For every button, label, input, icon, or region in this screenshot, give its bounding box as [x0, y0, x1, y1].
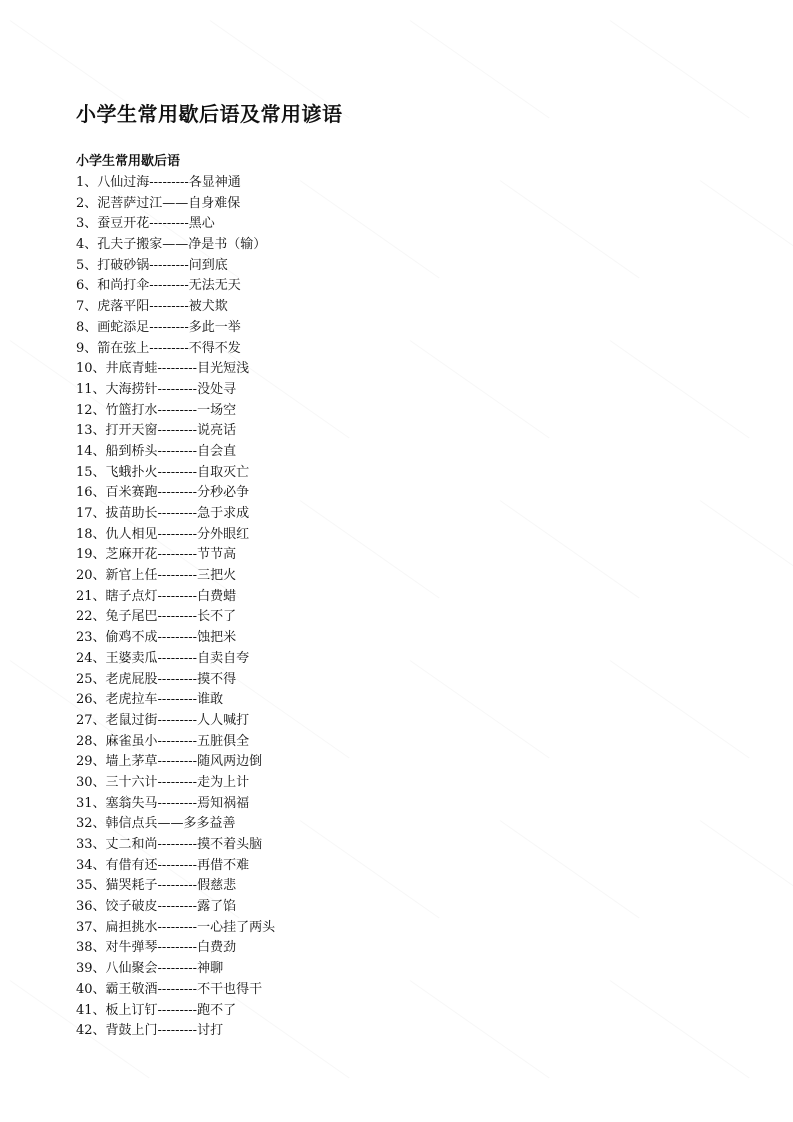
list-item: 19、芝麻开花---------节节高 — [76, 547, 237, 563]
list-item: 16、百米赛跑---------分秒必争 — [76, 485, 250, 501]
list-item: 27、老鼠过街---------人人喊打 — [76, 712, 250, 728]
section-title: 小学生常用歇后语 — [76, 154, 181, 169]
list-item: 17、拔苗助长---------急于求成 — [76, 506, 250, 521]
watermark-stroke — [410, 660, 550, 758]
list-item: 4、孔夫子搬家——净是书（输） — [76, 237, 267, 253]
watermark-stroke — [410, 980, 550, 1078]
page-title: 小学生常用歇后语及常用谚语 — [76, 102, 343, 126]
list-item: 2、泥菩萨过江——自身难保 — [76, 195, 241, 211]
list-item: 41、板上订钉---------跑不了 — [76, 1002, 237, 1018]
list-item: 42、背鼓上门---------讨打 — [76, 1023, 224, 1039]
list-item: 38、对牛弹琴---------白费劲 — [76, 940, 237, 956]
list-item: 22、兔子尾巴---------长不了 — [76, 609, 237, 625]
watermark-stroke — [500, 500, 640, 598]
list-item: 31、塞翁失马---------焉知祸福 — [76, 795, 250, 811]
list-item: 23、偷鸡不成---------蚀把米 — [76, 630, 237, 646]
list-item: 9、箭在弦上---------不得不发 — [76, 340, 241, 356]
watermark-stroke — [610, 20, 750, 118]
list-item: 15、飞蛾扑火---------自取灭亡 — [76, 464, 250, 480]
list-item: 25、老虎屁股---------摸不得 — [76, 671, 237, 687]
watermark-stroke — [610, 340, 750, 438]
list-item: 30、三十六计---------走为上计 — [76, 774, 250, 790]
watermark-stroke — [700, 180, 793, 278]
list-item: 40、霸王敬酒---------不干也得干 — [76, 981, 263, 997]
list-item: 5、打破砂锅---------问到底 — [76, 257, 228, 273]
list-item: 13、打开天窗---------说亮话 — [76, 423, 237, 439]
watermark-stroke — [300, 500, 440, 598]
list-item: 26、老虎拉车---------谁敢 — [76, 692, 224, 708]
list-item: 34、有借有还---------再借不难 — [76, 857, 250, 873]
list-item: 32、韩信点兵——多多益善 — [76, 816, 236, 832]
list-item: 35、猫哭耗子---------假慈悲 — [76, 878, 237, 894]
list-item: 11、大海捞针---------没处寻 — [76, 381, 237, 397]
watermark-stroke — [300, 820, 440, 918]
watermark-stroke — [410, 340, 550, 438]
list-item: 18、仇人相见---------分外眼红 — [76, 526, 250, 542]
list-item: 3、蚕豆开花---------黑心 — [76, 216, 215, 232]
list-item: 37、扁担挑水---------一心挂了两头 — [76, 919, 276, 935]
watermark-stroke — [500, 180, 640, 278]
watermark-stroke — [610, 980, 750, 1078]
list-item: 10、井底青蛙---------目光短浅 — [76, 361, 250, 377]
list-item: 29、墙上茅草---------随风两边倒 — [76, 754, 263, 770]
watermark-stroke — [500, 820, 640, 918]
list-item: 8、画蛇添足---------多此一举 — [76, 319, 241, 335]
watermark-stroke — [410, 20, 550, 118]
list-item: 6、和尚打伞---------无法无天 — [76, 278, 241, 294]
list-item: 36、饺子破皮---------露了馅 — [76, 899, 237, 915]
proverb-list — [76, 173, 275, 1042]
list-item: 7、虎落平阳---------被犬欺 — [76, 299, 228, 315]
watermark-stroke — [300, 180, 440, 278]
list-item: 33、丈二和尚---------摸不着头脑 — [76, 837, 263, 852]
watermark-stroke — [700, 500, 793, 598]
list-item: 20、新官上任---------三把火 — [76, 568, 237, 584]
list-item: 28、麻雀虽小---------五脏俱全 — [76, 733, 250, 749]
list-item: 21、瞎子点灯---------白费蜡 — [76, 588, 237, 604]
list-item: 39、八仙聚会---------神聊 — [76, 961, 224, 977]
list-item: 12、竹篮打水---------一场空 — [76, 402, 237, 418]
list-item: 1、八仙过海---------各显神通 — [76, 175, 241, 190]
watermark-stroke — [610, 660, 750, 758]
list-item: 14、船到桥头---------自会直 — [76, 443, 237, 459]
watermark-stroke — [700, 820, 793, 918]
list-item: 24、王婆卖瓜---------自卖自夸 — [76, 650, 250, 666]
